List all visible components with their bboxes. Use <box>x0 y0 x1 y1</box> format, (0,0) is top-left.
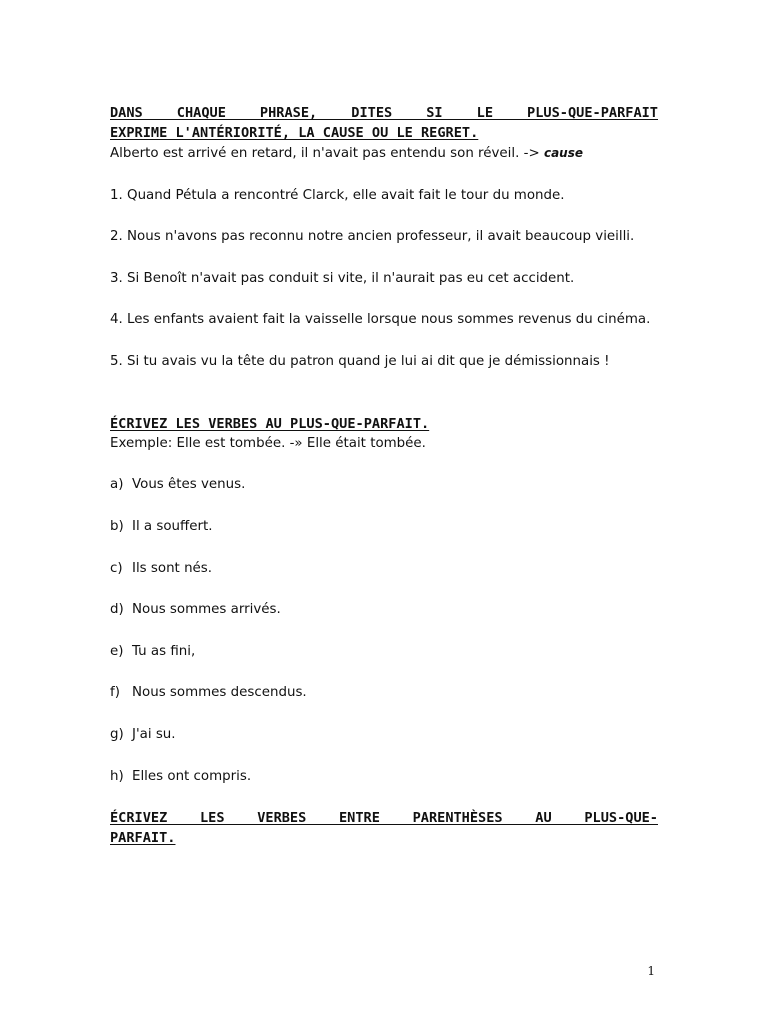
section1-heading-line1: DANS CHAQUE PHRASE, DITES SI LE PLUS-QUE-PARFAIT <box>110 105 658 121</box>
section2-item-g <box>110 725 658 746</box>
section1-item-2: 2. Nous n'avons pas reconnu notre ancien professeur, il avait beaucoup vieilli. <box>110 229 635 245</box>
item-text: Tu as fini, <box>132 643 196 659</box>
section1-example-text: Alberto est arrivé en retard, il n'avait pas entendu son réveil. -> <box>110 146 540 161</box>
section2-heading: ÉCRIVEZ LES VERBES AU PLUS-QUE-PARFAIT. <box>110 415 430 432</box>
section1-example-answer: cause <box>543 146 583 160</box>
section2-item-c <box>110 559 658 580</box>
item-letter: a) <box>110 477 124 493</box>
section1-item-3: 3. Si Benoît n'avait pas conduit si vite, il n'aurait pas eu cet accident. <box>110 270 575 286</box>
section2-item-e <box>110 642 658 663</box>
document-body <box>110 103 658 848</box>
section1-heading-line2: EXPRIME L'ANTÉRIORITÉ, LA CAUSE OU LE REGRET. <box>110 125 479 141</box>
section2-item-a <box>110 475 658 496</box>
item-text: Ils sont nés. <box>132 560 213 576</box>
section1-item-4: 4. Les enfants avaient fait la vaisselle lorsque nous sommes revenus du cinéma. <box>110 312 651 328</box>
section1-item-1: 1. Quand Pétula a rencontré Clarck, elle avait fait le tour du monde. <box>110 187 565 203</box>
section2-example-label: Exemple: <box>110 435 173 451</box>
section2-example-text: Elle est tombée. -» Elle était tombée. <box>176 435 426 451</box>
section1-item-5: 5. Si tu avais vu la tête du patron quand je lui ai dit que je démissionnais ! <box>110 353 610 369</box>
item-letter: g) <box>110 726 124 742</box>
item-letter: f) <box>110 685 120 701</box>
section3-heading-line1: ÉCRIVEZ LES VERBES ENTRE PARENTHÈSES AU PLUS-QUE- <box>110 810 658 827</box>
section2-example <box>110 434 658 455</box>
item-letter: e) <box>110 643 124 659</box>
section3-heading <box>110 808 658 848</box>
section2-item-d <box>110 600 658 621</box>
item-letter: c) <box>110 560 123 576</box>
page-number: 1 <box>647 964 655 978</box>
section3-heading-line2: PARFAIT. <box>110 830 176 847</box>
section2-item-b <box>110 517 658 538</box>
section2-item-f <box>110 683 658 704</box>
item-letter: d) <box>110 602 124 618</box>
item-text: Elles ont compris. <box>132 768 252 784</box>
item-letter: h) <box>110 768 124 784</box>
item-text: J'ai su. <box>132 726 176 742</box>
section2-item-h <box>110 767 658 788</box>
section1-heading <box>110 103 658 143</box>
item-text: Vous êtes venus. <box>132 477 246 493</box>
item-text: Nous sommes arrivés. <box>132 602 281 618</box>
item-text: Nous sommes descendus. <box>132 685 307 701</box>
item-text: Il a souffert. <box>132 518 213 534</box>
section1-example <box>110 143 658 165</box>
item-letter: b) <box>110 518 124 534</box>
